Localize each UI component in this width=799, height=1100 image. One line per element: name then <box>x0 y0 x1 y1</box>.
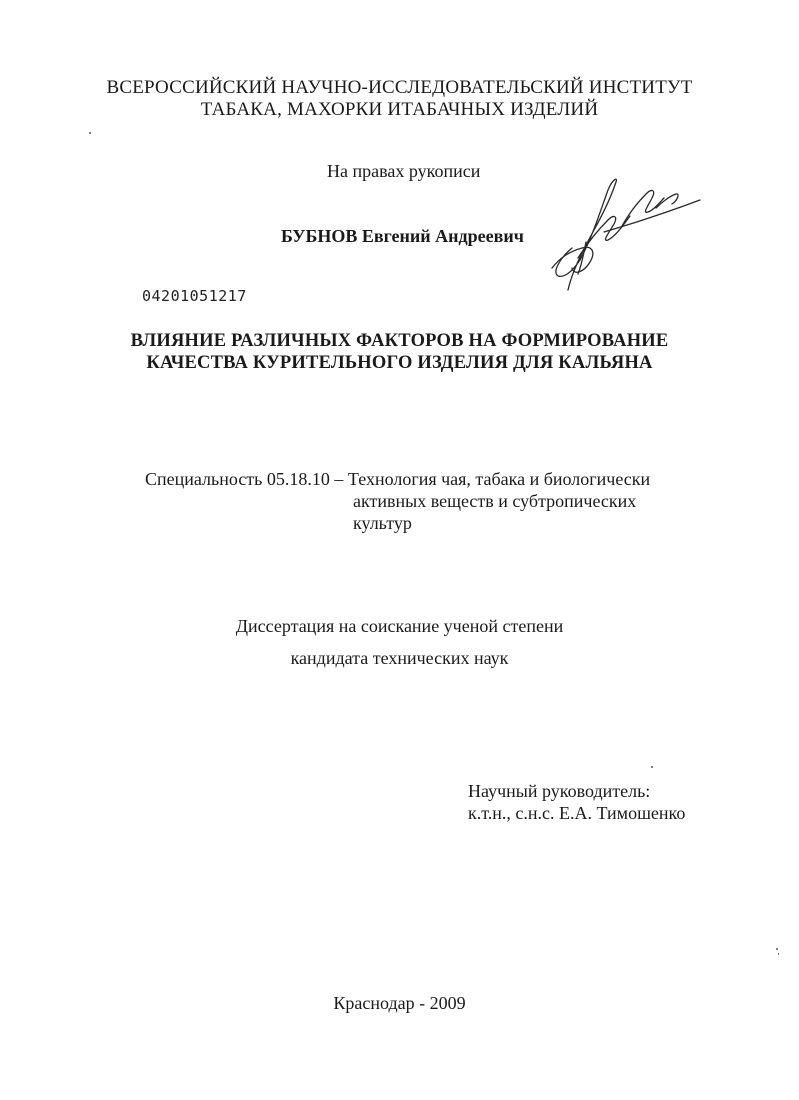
dissertation-title-line-1: ВЛИЯНИЕ РАЗЛИЧНЫХ ФАКТОРОВ НА ФОРМИРОВАНИЕ <box>130 331 669 351</box>
scan-speck <box>778 953 779 955</box>
specialty-line-1: Специальность 05.18.10 – Технология чая, табака и биологически <box>145 469 651 489</box>
institution-line-2: ТАБАКА, МАХОРКИ ИТАБАЧНЫХ ИЗДЕЛИЙ <box>200 99 599 120</box>
specialty-line-2: активных веществ и субтропических <box>353 491 637 511</box>
scan-speck <box>776 948 778 950</box>
manuscript-note: На правах рукописи <box>327 161 481 181</box>
institution-line-1: ВСЕРОССИЙСКИЙ НАУЧНО-ИССЛЕДОВАТЕЛЬСКИЙ ИНСТИТУТ <box>106 77 693 98</box>
footer-city-year: Краснодар - 2009 <box>333 993 466 1013</box>
supervisor-name: к.т.н., с.н.с. Е.А. Тимошенко <box>468 803 686 823</box>
degree-line-1: Диссертация на соискание ученой степени <box>235 616 564 636</box>
specialty-line-3: культур <box>353 513 412 533</box>
signature-image <box>538 172 708 297</box>
scan-speck <box>89 132 91 134</box>
registration-number: 04201051217 <box>142 287 247 305</box>
dissertation-title-line-2: КАЧЕСТВА КУРИТЕЛЬНОГО ИЗДЕЛИЯ ДЛЯ КАЛЬЯНА <box>146 353 653 373</box>
supervisor-label: Научный руководитель: <box>468 781 651 801</box>
degree-line-2: кандидата технических наук <box>290 648 509 668</box>
author-name: БУБНОВ Евгений Андреевич <box>281 226 524 246</box>
scan-speck <box>651 766 653 768</box>
